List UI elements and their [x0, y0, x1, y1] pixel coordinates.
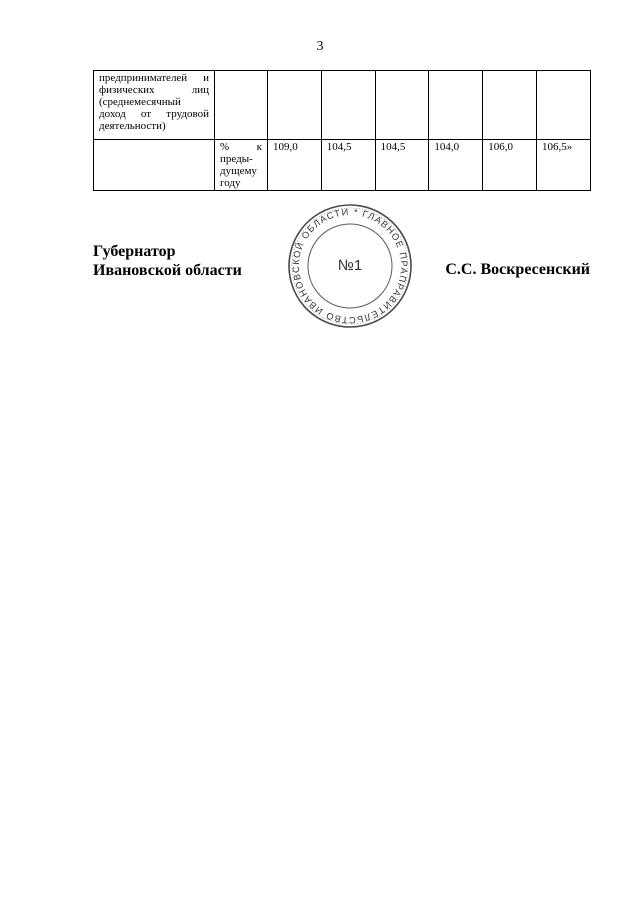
table-row	[94, 140, 591, 191]
value-cell: 104,0	[429, 140, 483, 191]
table-cell	[429, 71, 483, 140]
indicator-name-line: предпринимателей и	[99, 72, 209, 84]
value-cell: 109,0	[268, 140, 322, 191]
seal-ring-text: ПРАВИТЕЛЬСТВО ИВАНОВСКОЙ ОБЛАСТИ * ГЛАВНОЕ ПРАВОВОЕ	[290, 206, 410, 326]
signatory-region: Ивановской области	[93, 262, 242, 279]
table-cell	[268, 71, 322, 140]
unit-line: дущему	[220, 165, 257, 177]
signatory-title	[93, 242, 242, 280]
unit-cell	[215, 140, 268, 191]
value-cell: 106,0	[483, 140, 537, 191]
seal-number: №1	[337, 257, 363, 274]
indicator-name-line: деятельности)	[99, 120, 166, 132]
unit-line: преды-	[220, 153, 253, 165]
unit-line: году	[220, 177, 241, 189]
indicator-table	[93, 70, 591, 191]
official-seal	[287, 203, 413, 329]
unit-line: % к	[220, 141, 262, 153]
value-cell: 104,5	[321, 140, 375, 191]
table-row	[94, 71, 591, 140]
table-cell	[483, 71, 537, 140]
table-cell	[375, 71, 429, 140]
indicator-name-line: (среднемесячный	[99, 96, 181, 108]
page-number: 3	[316, 39, 324, 54]
value-cell: 104,5	[375, 140, 429, 191]
indicator-name-line: физических лиц	[99, 84, 209, 96]
table-cell	[321, 71, 375, 140]
indicator-name-line: доход от трудовой	[99, 108, 209, 120]
value-cell: 106,5»	[536, 140, 590, 191]
table-cell	[215, 71, 268, 140]
signatory-position: Губернатор	[93, 243, 176, 260]
signatory-name: С.С. Воскресенский	[445, 261, 590, 278]
table-cell	[94, 140, 215, 191]
table-cell	[536, 71, 590, 140]
indicator-name-cell	[94, 71, 215, 140]
